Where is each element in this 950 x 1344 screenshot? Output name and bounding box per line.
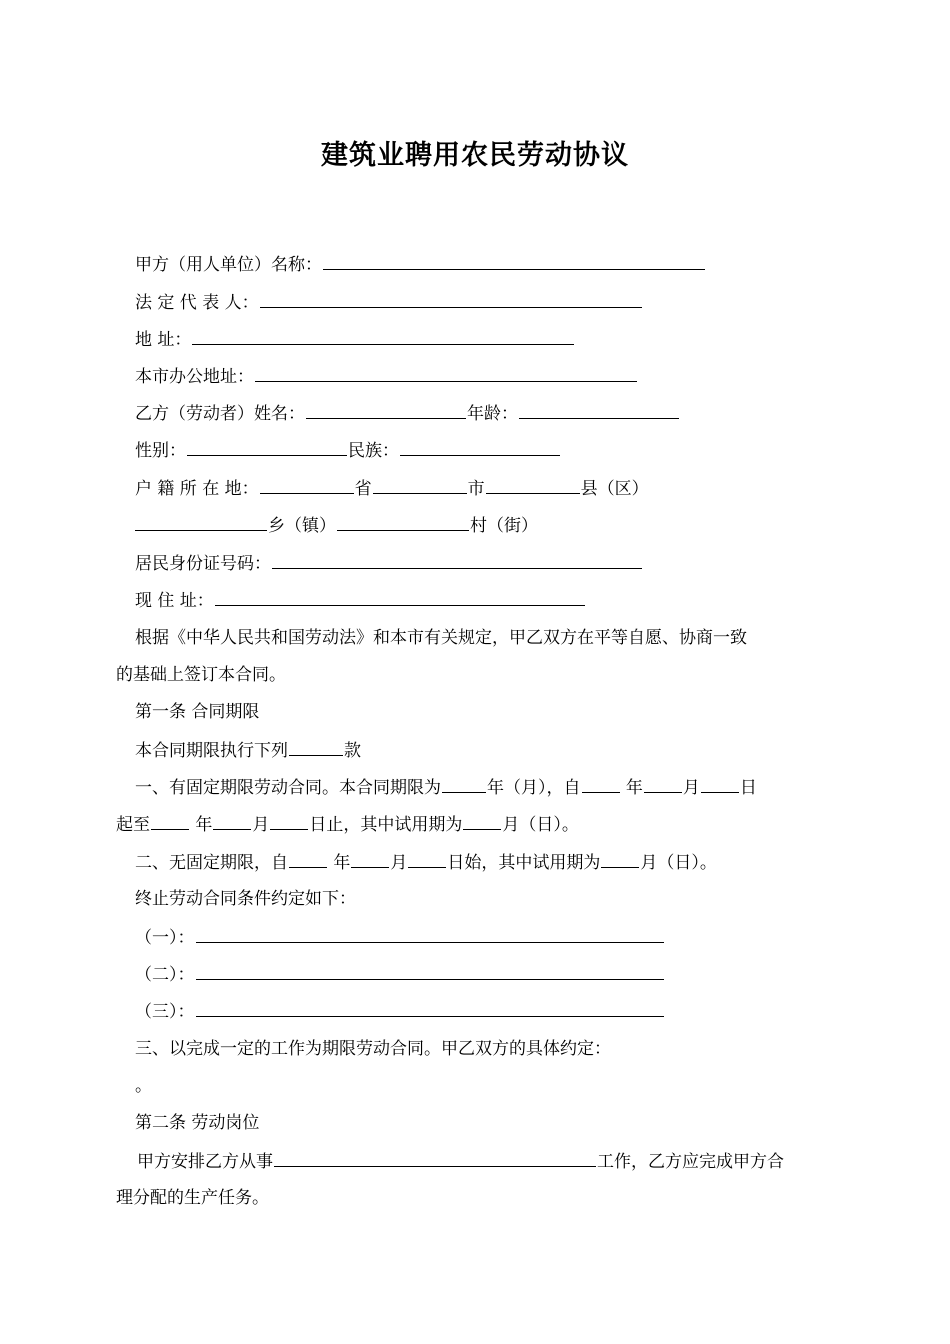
party-b-name-label: 乙方（劳动者）姓名： <box>135 404 305 424</box>
office-address-label: 本市办公地址： <box>135 367 254 387</box>
party-a-address-label: 地 址： <box>135 330 192 350</box>
township-row <box>135 513 538 537</box>
fixed-term-end-row <box>116 812 579 836</box>
unfixed-month-blank[interactable] <box>351 850 389 868</box>
start-year-label: 年 <box>625 778 643 798</box>
province-label: 省 <box>354 479 372 499</box>
current-address-label: 现 住 址： <box>135 591 214 611</box>
condition-item-3-label: （三）： <box>135 1002 195 1022</box>
county-label: 县（区） <box>580 479 649 499</box>
trial-unit-label: 月（日）。 <box>502 815 579 835</box>
condition-item-2-label: （二）： <box>135 965 195 985</box>
office-address-row <box>135 364 638 388</box>
party-a-name-label: 甲方（用人单位）名称： <box>135 255 322 275</box>
task-term-period: 。 <box>135 1076 152 1096</box>
unfixed-month-label: 月 <box>390 853 408 873</box>
office-address-blank[interactable] <box>255 364 637 382</box>
trial-period-blank[interactable] <box>463 812 501 830</box>
party-a-address-row <box>135 327 575 351</box>
household-row <box>135 476 649 500</box>
current-address-row <box>135 588 586 612</box>
from-to-label: 起至 <box>116 815 150 835</box>
unfixed-trial-unit: 月（日）。 <box>640 853 717 873</box>
condition-item-1-label: （一）： <box>135 928 195 948</box>
condition-item-2 <box>135 962 665 986</box>
end-day-blank[interactable] <box>270 812 308 830</box>
preamble-line-1: 根据《中华人民共和国劳动法》和本市有关规定，甲乙双方在平等自愿、协商一致 <box>135 628 747 648</box>
clause-unit: 款 <box>344 741 361 761</box>
condition-item-1-blank[interactable] <box>196 925 664 943</box>
condition-item-3 <box>135 999 665 1023</box>
end-month-label: 月 <box>252 815 270 835</box>
unfixed-term-text: 二、无固定期限，自 <box>135 853 288 873</box>
village-label: 村（街） <box>470 516 538 536</box>
legal-rep-blank[interactable] <box>260 290 642 308</box>
household-label: 户 籍 所 在 地： <box>135 479 259 499</box>
termination-conditions: 终止劳动合同条件约定如下： <box>135 889 356 909</box>
preamble-line-2: 的基础上签订本合同。 <box>116 665 286 685</box>
end-month-blank[interactable] <box>213 812 251 830</box>
ethnic-label: 民族： <box>348 441 399 461</box>
id-number-label: 居民身份证号码： <box>135 554 271 574</box>
age-label: 年龄： <box>467 404 518 424</box>
start-month-blank[interactable] <box>644 775 682 793</box>
condition-item-2-blank[interactable] <box>196 962 664 980</box>
party-b-name-blank[interactable] <box>306 401 466 419</box>
job-assignment-line-2: 理分配的生产任务。 <box>116 1188 269 1208</box>
job-assignment-row <box>137 1149 784 1173</box>
execution-clause-text: 本合同期限执行下列 <box>135 741 288 761</box>
party-a-address-blank[interactable] <box>192 327 574 345</box>
county-blank[interactable] <box>486 476 580 494</box>
province-blank[interactable] <box>260 476 354 494</box>
start-day-blank[interactable] <box>701 775 739 793</box>
document-title: 建筑业聘用农民劳动协议 <box>321 140 629 171</box>
condition-item-1 <box>135 925 665 949</box>
start-month-label: 月 <box>682 778 700 798</box>
ethnic-blank[interactable] <box>400 438 560 456</box>
party-b-name-row <box>135 401 680 425</box>
legal-rep-label: 法 定 代 表 人： <box>135 293 259 313</box>
gender-blank[interactable] <box>187 438 347 456</box>
condition-item-3-blank[interactable] <box>196 999 664 1017</box>
job-assignment-tail: 工作，乙方应完成甲方合 <box>597 1152 784 1172</box>
party-a-name-row <box>135 252 706 276</box>
fixed-term-row <box>135 775 757 799</box>
article-1-heading: 第一条 合同期限 <box>135 702 260 722</box>
city-label: 市 <box>467 479 485 499</box>
village-blank[interactable] <box>337 513 469 531</box>
fixed-term-unit: 年（月），自 <box>487 778 581 798</box>
unfixed-end-text: 日始，其中试用期为 <box>447 853 601 873</box>
age-blank[interactable] <box>519 401 679 419</box>
gender-label: 性别： <box>135 441 186 461</box>
start-day-label: 日 <box>739 778 757 798</box>
clause-number-blank[interactable] <box>289 738 343 756</box>
township-label: 乡（镇） <box>268 516 336 536</box>
job-assignment-text: 甲方安排乙方从事 <box>137 1152 273 1172</box>
city-blank[interactable] <box>373 476 467 494</box>
end-year-label: 年 <box>195 815 213 835</box>
end-year-blank[interactable] <box>151 812 189 830</box>
party-a-name-blank[interactable] <box>323 252 705 270</box>
unfixed-day-blank[interactable] <box>408 850 446 868</box>
id-number-blank[interactable] <box>272 551 642 569</box>
end-until-text: 日止，其中试用期为 <box>309 815 463 835</box>
task-term-clause: 三、以完成一定的工作为期限劳动合同。甲乙双方的具体约定： <box>135 1039 611 1059</box>
article-2-heading: 第二条 劳动岗位 <box>135 1113 260 1133</box>
unfixed-term-row <box>135 850 717 874</box>
unfixed-year-label: 年 <box>333 853 351 873</box>
execution-clause-row <box>135 738 361 762</box>
legal-rep-row <box>135 290 643 314</box>
term-length-blank[interactable] <box>442 775 486 793</box>
fixed-term-text: 一、有固定期限劳动合同。本合同期限为 <box>135 778 441 798</box>
id-number-row <box>135 551 643 575</box>
township-blank[interactable] <box>135 513 267 531</box>
current-address-blank[interactable] <box>215 588 585 606</box>
unfixed-trial-blank[interactable] <box>601 850 639 868</box>
start-year-blank[interactable] <box>582 775 620 793</box>
gender-row <box>135 438 561 462</box>
unfixed-year-blank[interactable] <box>289 850 327 868</box>
job-assignment-blank[interactable] <box>274 1149 596 1167</box>
